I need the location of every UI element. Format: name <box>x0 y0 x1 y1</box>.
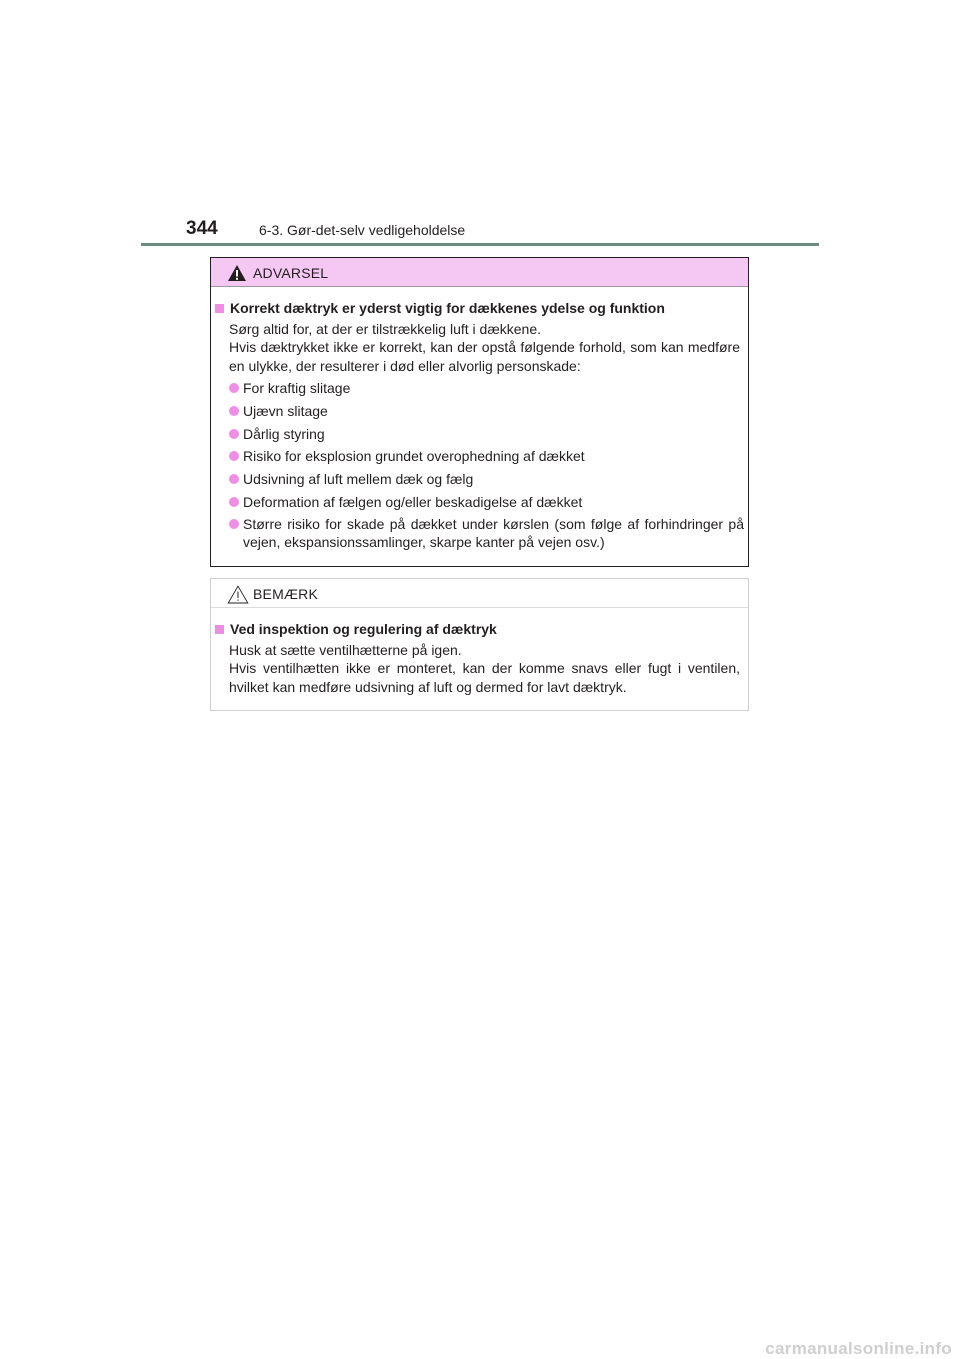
notice-heading <box>215 621 497 637</box>
notice-box-header <box>211 579 748 608</box>
header-rule <box>141 243 819 246</box>
bullet-dot-icon <box>229 497 239 507</box>
list-item: For kraftig slitage <box>229 379 744 397</box>
footer-watermark: carmanualsonline.info <box>765 1339 952 1358</box>
warning-intro: Sørg altid for, at der er tilstrækkelig luft i dækkene. <box>229 321 542 337</box>
square-bullet-icon <box>215 625 224 634</box>
warning-triangle-outline-icon <box>227 585 249 604</box>
page-number: 344 <box>186 218 218 239</box>
warning-box-header <box>211 258 748 287</box>
notice-label: BEMÆRK <box>253 586 318 602</box>
warning-heading <box>215 300 665 316</box>
bullet-dot-icon <box>229 474 239 484</box>
page-header <box>141 214 819 246</box>
warning-triangle-filled-icon <box>227 264 247 282</box>
notice-description: Hvis ventilhætten ikke er monteret, kan der komme snavs eller fugt i ventilen, hvilket kan medføre udsivning af luft og dermed for lavt dæktryk. <box>229 660 740 695</box>
notice-heading-text: Ved inspektion og regulering af dæktryk <box>230 621 497 637</box>
bullet-dot-icon <box>229 519 239 529</box>
bullet-dot-icon <box>229 383 239 393</box>
bullet-dot-icon <box>229 406 239 416</box>
section-title: 6-3. Gør-det-selv vedligeholdelse <box>259 222 466 238</box>
list-item: Deformation af fælgen og/eller beskadigelse af dækket <box>229 493 744 511</box>
warning-description: Hvis dæktrykket ikke er korrekt, kan der opstå følgende forhold, som kan medføre en ulykke, der resulterer i død eller alvorlig personskade: <box>229 339 740 374</box>
warning-label: ADVARSEL <box>253 265 329 281</box>
bullet-dot-icon <box>229 451 239 461</box>
notice-intro: Husk at sætte ventilhætterne på igen. <box>229 642 462 658</box>
bullet-dot-icon <box>229 429 239 439</box>
list-item: Ujævn slitage <box>229 402 744 420</box>
warning-box <box>210 257 749 567</box>
list-item: Dårlig styring <box>229 425 744 443</box>
square-bullet-icon <box>215 304 224 313</box>
list-item: Risiko for eksplosion grundet overophedning af dækket <box>229 447 744 465</box>
notice-box <box>210 578 749 711</box>
list-item: Udsivning af luft mellem dæk og fælg <box>229 470 744 488</box>
warning-heading-text: Korrekt dæktryk er yderst vigtig for dækkenes ydelse og funktion <box>230 300 665 316</box>
list-item: Større risiko for skade på dækket under kørslen (som følge af forhindringer på vejen, ekspansionssamlinger, skarpe kanter på vejen osv.) <box>229 515 744 551</box>
